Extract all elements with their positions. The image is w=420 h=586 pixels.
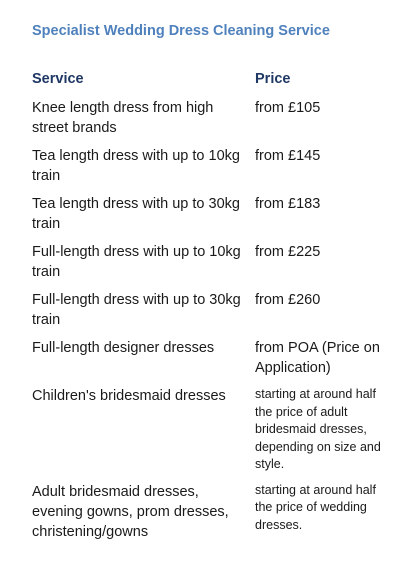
price-cell	[255, 386, 402, 482]
table-row	[32, 146, 402, 194]
table-row	[32, 386, 402, 482]
table-row	[32, 98, 402, 146]
service-cell	[32, 482, 255, 542]
price-text: from £225	[255, 244, 321, 260]
price-text: from £145	[255, 148, 321, 164]
service-cell	[32, 290, 255, 338]
price-text: from £260	[255, 292, 321, 308]
column-header-price: Price	[255, 71, 291, 87]
price-text: from POA (Price on Application)	[255, 340, 380, 376]
service-cell	[32, 386, 255, 482]
service-text: Full-length dress with up to 10kg train	[32, 244, 241, 280]
price-text: from £105	[255, 100, 321, 116]
price-cell	[255, 338, 402, 386]
price-table	[32, 70, 402, 542]
price-cell	[255, 482, 402, 542]
table-row	[32, 194, 402, 242]
service-cell	[32, 338, 255, 386]
price-text: from £183	[255, 196, 321, 212]
price-text: starting at around half the price of adult bridesmaid dresses, depending on size and style.	[255, 387, 381, 471]
service-cell	[32, 146, 255, 194]
service-text: Adult bridesmaid dresses, evening gowns, prom dresses, christening/gowns	[32, 483, 229, 540]
service-text: Full-length dress with up to 30kg train	[32, 292, 241, 328]
column-header-service: Service	[32, 71, 84, 87]
table-row	[32, 290, 402, 338]
price-text: starting at around half the price of wedding dresses.	[255, 482, 376, 532]
service-cell	[32, 98, 255, 146]
service-text: Tea length dress with up to 30kg train	[32, 196, 240, 232]
price-cell	[255, 98, 402, 146]
service-text: Full-length designer dresses	[32, 340, 215, 356]
table-row	[32, 242, 402, 290]
table-header-row	[32, 70, 402, 98]
service-text: Tea length dress with up to 10kg train	[32, 148, 240, 184]
service-text: Children's bridesmaid dresses	[32, 388, 226, 404]
price-cell	[255, 242, 402, 290]
service-text: Knee length dress from high street brands	[32, 100, 214, 136]
table-row	[32, 338, 402, 386]
service-cell	[32, 194, 255, 242]
price-cell	[255, 146, 402, 194]
table-row	[32, 482, 402, 542]
page-title: Specialist Wedding Dress Cleaning Service	[32, 23, 330, 39]
price-cell	[255, 194, 402, 242]
service-cell	[32, 242, 255, 290]
price-cell	[255, 290, 402, 338]
